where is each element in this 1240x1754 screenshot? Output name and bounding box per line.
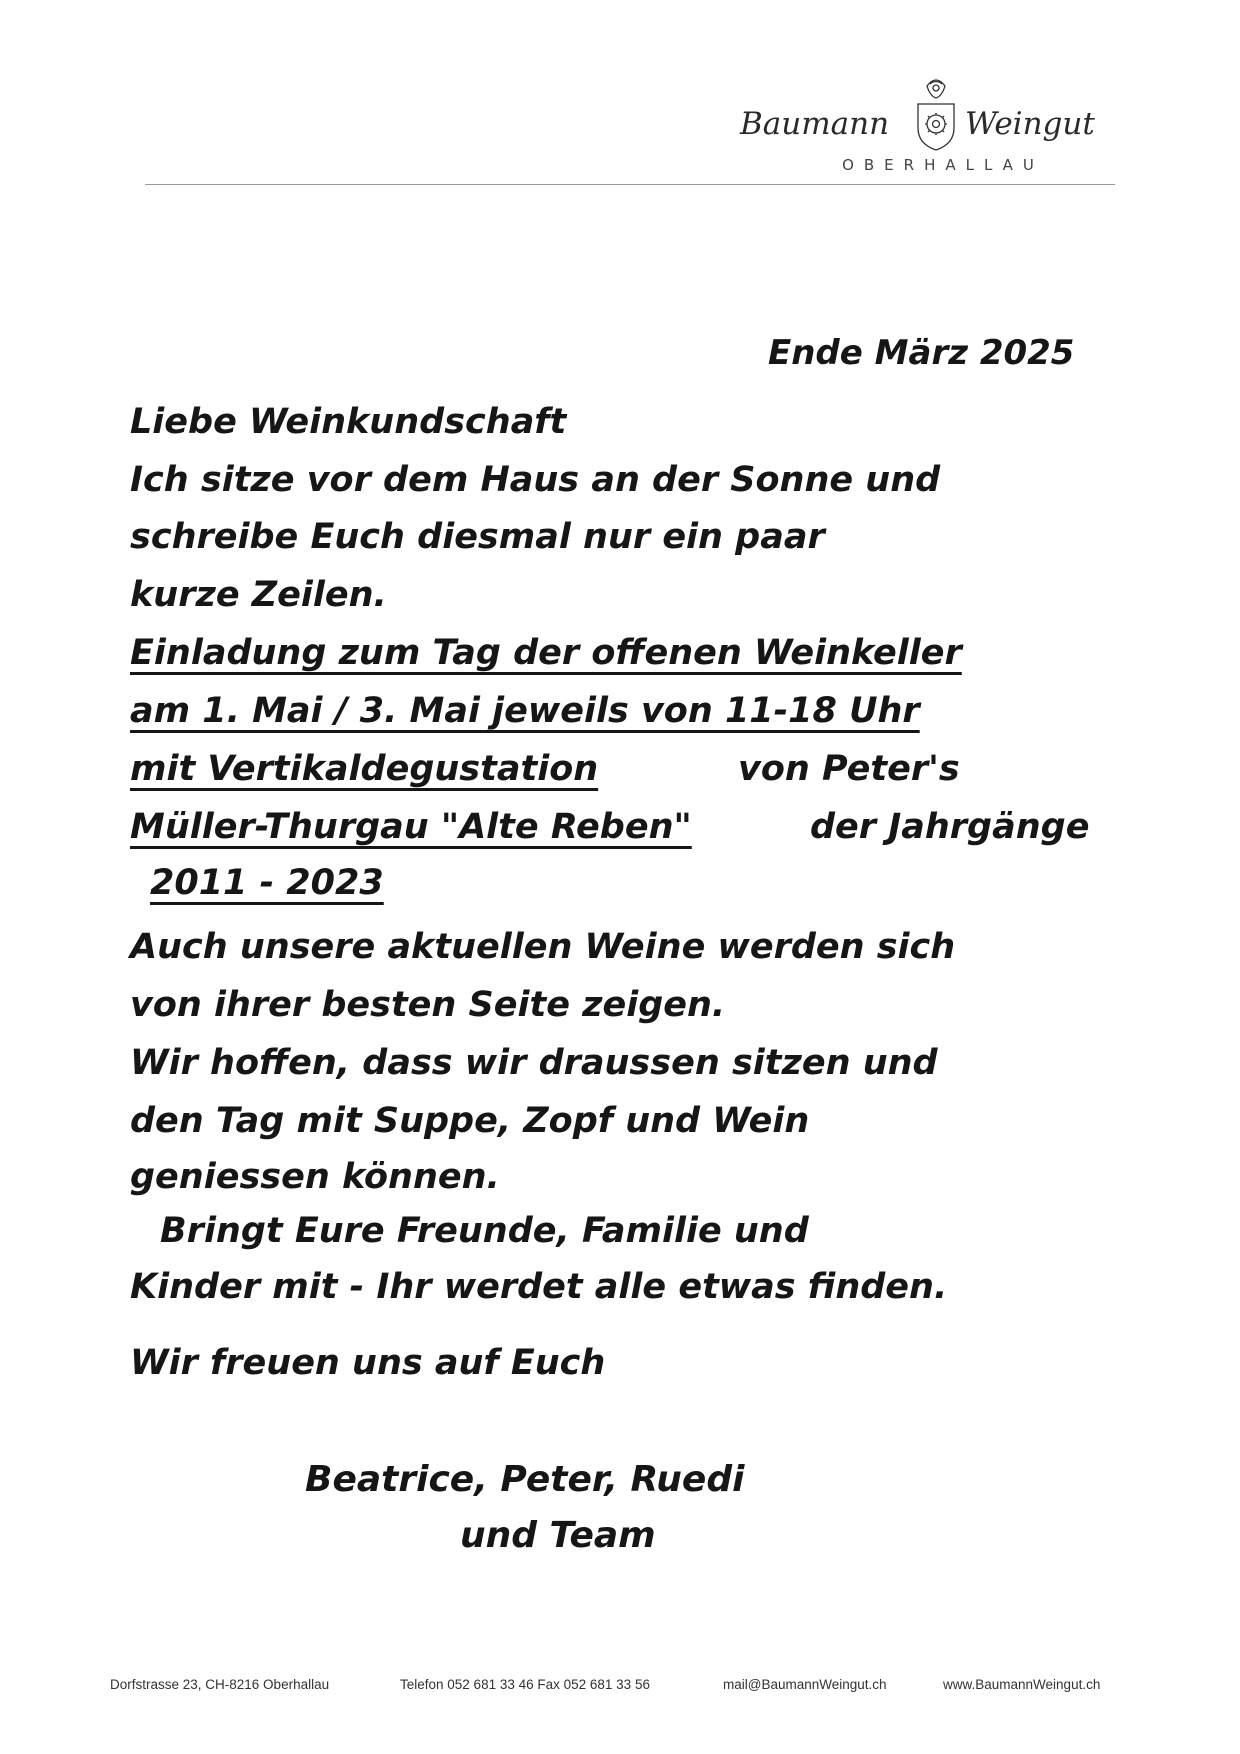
invitation-line: Einladung zum Tag der offenen Weinkeller (130, 633, 962, 673)
brand-town: OBERHALLAU (842, 156, 1044, 174)
body-line: schreibe Euch diesmal nur ein paar (130, 517, 825, 557)
footer-address: Dorfstrasse 23, CH-8216 Oberhallau (110, 1677, 330, 1692)
invitation-line: Müller-Thurgau "Alte Reben" (130, 807, 692, 847)
header-divider (145, 184, 1115, 185)
body-line: Ich sitze vor dem Haus an der Sonne und (130, 460, 941, 500)
body-line: Bringt Eure Freunde, Familie und (160, 1211, 809, 1251)
body-line: kurze Zeilen. (130, 575, 387, 615)
body-line: Auch unsere aktuellen Weine werden sich (130, 927, 956, 967)
logo (730, 102, 1130, 146)
body-line: von Peter's (738, 749, 960, 789)
body-line: den Tag mit Suppe, Zopf und Wein (130, 1101, 810, 1141)
footer-email[interactable]: mail@BaumannWeingut.ch (723, 1677, 887, 1692)
body-line: Kinder mit - Ihr werdet alle etwas finden. (130, 1267, 948, 1307)
footer-website[interactable]: www.BaumannWeingut.ch (943, 1677, 1101, 1692)
crest-icon (908, 72, 964, 154)
invitation-line: am 1. Mai / 3. Mai jeweils von 11-18 Uhr (130, 691, 920, 731)
body-line: geniessen können. (130, 1157, 500, 1197)
signature-team: und Team (460, 1515, 656, 1556)
body-line: von ihrer besten Seite zeigen. (130, 985, 726, 1025)
closing-line: Wir freuen uns auf Euch (130, 1343, 606, 1383)
body-line: der Jahrgänge (810, 807, 1090, 847)
salutation: Liebe Weinkundschaft (130, 402, 567, 442)
signature-names: Beatrice, Peter, Ruedi (305, 1459, 745, 1500)
invitation-line: 2011 - 2023 (150, 863, 384, 903)
body-line: Wir hoffen, dass wir draussen sitzen und (130, 1043, 938, 1083)
invitation-line: mit Vertikaldegustation (130, 749, 599, 789)
brand-name-left: Baumann (740, 106, 890, 142)
letter-date: Ende März 2025 (768, 333, 1075, 373)
brand-name-right: Weingut (965, 106, 1095, 142)
letterhead (730, 60, 1130, 180)
footer-phone: Telefon 052 681 33 46 Fax 052 681 33 56 (400, 1677, 650, 1692)
